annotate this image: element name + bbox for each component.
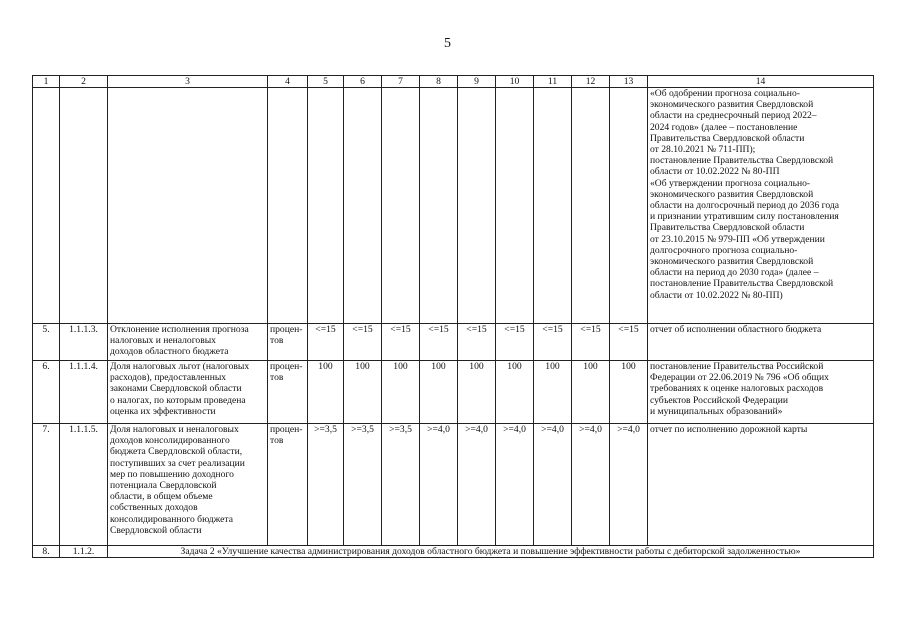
text-line: «Об одобрении прогноза социально- bbox=[650, 88, 800, 99]
text-line: и признании утратившим силу постановления bbox=[650, 211, 839, 223]
text-line: субъектов Российской Федерации bbox=[650, 394, 788, 406]
text-line: экономического развития Свердловской bbox=[650, 256, 814, 268]
text-line: области, в общем объеме bbox=[110, 491, 213, 503]
value-cell: 100 bbox=[308, 361, 344, 424]
column-number: 10 bbox=[496, 76, 534, 88]
text-line: доходов областного бюджета bbox=[110, 346, 229, 358]
column-number: 6 bbox=[344, 76, 382, 88]
text-line: Свердловской области bbox=[110, 524, 202, 536]
column-number: 8 bbox=[420, 76, 458, 88]
table-row bbox=[33, 361, 874, 424]
text-line: области на долгосрочный период до 2036 года bbox=[650, 200, 840, 212]
text-line: Доля налоговых льгот (налоговых bbox=[110, 361, 250, 372]
row-number: 5. bbox=[33, 324, 60, 361]
text-line: экономического развития Свердловской bbox=[650, 99, 814, 111]
indicators-table bbox=[32, 75, 874, 558]
task-row bbox=[33, 546, 874, 558]
value-cell: <=15 bbox=[534, 324, 572, 361]
value-cell: 100 bbox=[344, 361, 382, 424]
text-line: тов bbox=[270, 435, 284, 447]
text-line: тов bbox=[270, 372, 284, 384]
text-line: консолидированного бюджета bbox=[110, 513, 233, 525]
task-title: Задача 2 «Улучшение качества администрирования доходов областного бюджета и повышение эффективности работы с дебиторской задолженностью» bbox=[108, 546, 874, 558]
text-line: расходов), предоставленных bbox=[110, 372, 227, 384]
text-line: законами Свердловской области bbox=[110, 383, 242, 395]
value-cell: <=15 bbox=[572, 324, 610, 361]
source-document-cell bbox=[648, 88, 874, 324]
continuation-row bbox=[33, 88, 874, 324]
text-line: потенциала Свердловской bbox=[110, 480, 217, 492]
value-cell: <=15 bbox=[344, 324, 382, 361]
value-cell: >=3,5 bbox=[382, 424, 420, 546]
value-cell: <=15 bbox=[308, 324, 344, 361]
text-line: процен- bbox=[270, 324, 303, 335]
text-line: постановление Правительства Свердловской bbox=[650, 155, 834, 167]
source-document-cell bbox=[648, 324, 874, 361]
value-cell: >=3,5 bbox=[344, 424, 382, 546]
text-line: области на период до 2030 года» (далее – bbox=[650, 267, 819, 279]
row-code: 1.1.1.3. bbox=[60, 324, 108, 361]
value-cell: >=4,0 bbox=[610, 424, 648, 546]
column-number: 1 bbox=[33, 76, 60, 88]
value-cell: 100 bbox=[572, 361, 610, 424]
unit-cell bbox=[268, 361, 308, 424]
column-number: 7 bbox=[382, 76, 420, 88]
text-line: от 28.10.2021 № 711-ПП); bbox=[650, 144, 756, 156]
value-cell: >=3,5 bbox=[308, 424, 344, 546]
text-line: Правительства Свердловской области bbox=[650, 132, 805, 144]
row-code: 1.1.2. bbox=[60, 546, 108, 558]
text-line: бюджета Свердловской области, bbox=[110, 446, 243, 458]
value-cell: 100 bbox=[458, 361, 496, 424]
value-cell: <=15 bbox=[382, 324, 420, 361]
column-number: 14 bbox=[648, 76, 874, 88]
text-line: и муниципальных образований» bbox=[650, 405, 783, 417]
text-line: Доля налоговых и неналоговых bbox=[110, 424, 239, 435]
column-number: 12 bbox=[572, 76, 610, 88]
column-number: 9 bbox=[458, 76, 496, 88]
source-document-cell bbox=[648, 424, 874, 546]
value-cell: 100 bbox=[534, 361, 572, 424]
column-number: 3 bbox=[108, 76, 268, 88]
source-document-cell bbox=[648, 361, 874, 424]
column-number: 5 bbox=[308, 76, 344, 88]
value-cell: >=4,0 bbox=[458, 424, 496, 546]
text-line: оценка их эффективности bbox=[110, 405, 216, 417]
text-line: отчет об исполнении областного бюджета bbox=[650, 324, 822, 335]
row-code: 1.1.1.5. bbox=[60, 424, 108, 546]
text-line: области от 10.02.2022 № 80-ПП bbox=[650, 166, 780, 178]
value-cell: 100 bbox=[382, 361, 420, 424]
unit-cell bbox=[268, 324, 308, 361]
text-line: Федерации от 22.06.2019 № 796 «Об общих bbox=[650, 372, 829, 384]
unit-cell bbox=[268, 424, 308, 546]
text-line: постановление Правительства Российской bbox=[650, 361, 824, 372]
text-line: «Об утверждении прогноза социально- bbox=[650, 177, 811, 189]
table-row bbox=[33, 324, 874, 361]
text-line: процен- bbox=[270, 424, 303, 435]
page-number: 5 bbox=[444, 36, 451, 51]
value-cell: <=15 bbox=[496, 324, 534, 361]
table-row bbox=[33, 424, 874, 546]
text-line: налоговых и неналоговых bbox=[110, 335, 216, 347]
row-code: 1.1.1.4. bbox=[60, 361, 108, 424]
text-line: долгосрочного прогноза социально- bbox=[650, 244, 798, 256]
text-line: отчет по исполнению дорожной карты bbox=[650, 424, 808, 435]
row-number: 8. bbox=[33, 546, 60, 558]
indicator-name bbox=[108, 424, 268, 546]
column-number: 13 bbox=[610, 76, 648, 88]
text-line: 2024 годов» (далее – постановление bbox=[650, 121, 798, 133]
text-line: Отклонение исполнения прогноза bbox=[110, 324, 249, 335]
row-number: 7. bbox=[33, 424, 60, 546]
text-line: поступивших за счет реализации bbox=[110, 457, 245, 469]
text-line: экономического развития Свердловской bbox=[650, 188, 814, 200]
column-number: 11 bbox=[534, 76, 572, 88]
value-cell: >=4,0 bbox=[496, 424, 534, 546]
value-cell: >=4,0 bbox=[420, 424, 458, 546]
text-line: процен- bbox=[270, 361, 303, 372]
text-line: области на среднесрочный период 2022– bbox=[650, 110, 817, 122]
column-number: 4 bbox=[268, 76, 308, 88]
indicator-name bbox=[108, 324, 268, 361]
value-cell: <=15 bbox=[458, 324, 496, 361]
column-number: 2 bbox=[60, 76, 108, 88]
text-line: от 23.10.2015 № 979-ПП «Об утверждении bbox=[650, 233, 825, 245]
value-cell: 100 bbox=[610, 361, 648, 424]
value-cell: 100 bbox=[496, 361, 534, 424]
value-cell: >=4,0 bbox=[534, 424, 572, 546]
value-cell: 100 bbox=[420, 361, 458, 424]
text-line: постановление Правительства Свердловской bbox=[650, 278, 834, 290]
value-cell: <=15 bbox=[420, 324, 458, 361]
row-number: 6. bbox=[33, 361, 60, 424]
value-cell: >=4,0 bbox=[572, 424, 610, 546]
text-line: мер по повышению доходного bbox=[110, 468, 234, 480]
value-cell: <=15 bbox=[610, 324, 648, 361]
text-line: Правительства Свердловской области bbox=[650, 222, 805, 234]
text-line: собственных доходов bbox=[110, 502, 198, 514]
text-line: доходов консолидированного bbox=[110, 435, 230, 447]
text-line: требованиях к оценке налоговых расходов bbox=[650, 383, 824, 395]
text-line: тов bbox=[270, 335, 284, 347]
text-line: области от 10.02.2022 № 80-ПП) bbox=[650, 289, 783, 301]
column-number-row bbox=[33, 76, 874, 88]
text-line: о налогах, по которым проведена bbox=[110, 394, 246, 406]
indicator-name bbox=[108, 361, 268, 424]
